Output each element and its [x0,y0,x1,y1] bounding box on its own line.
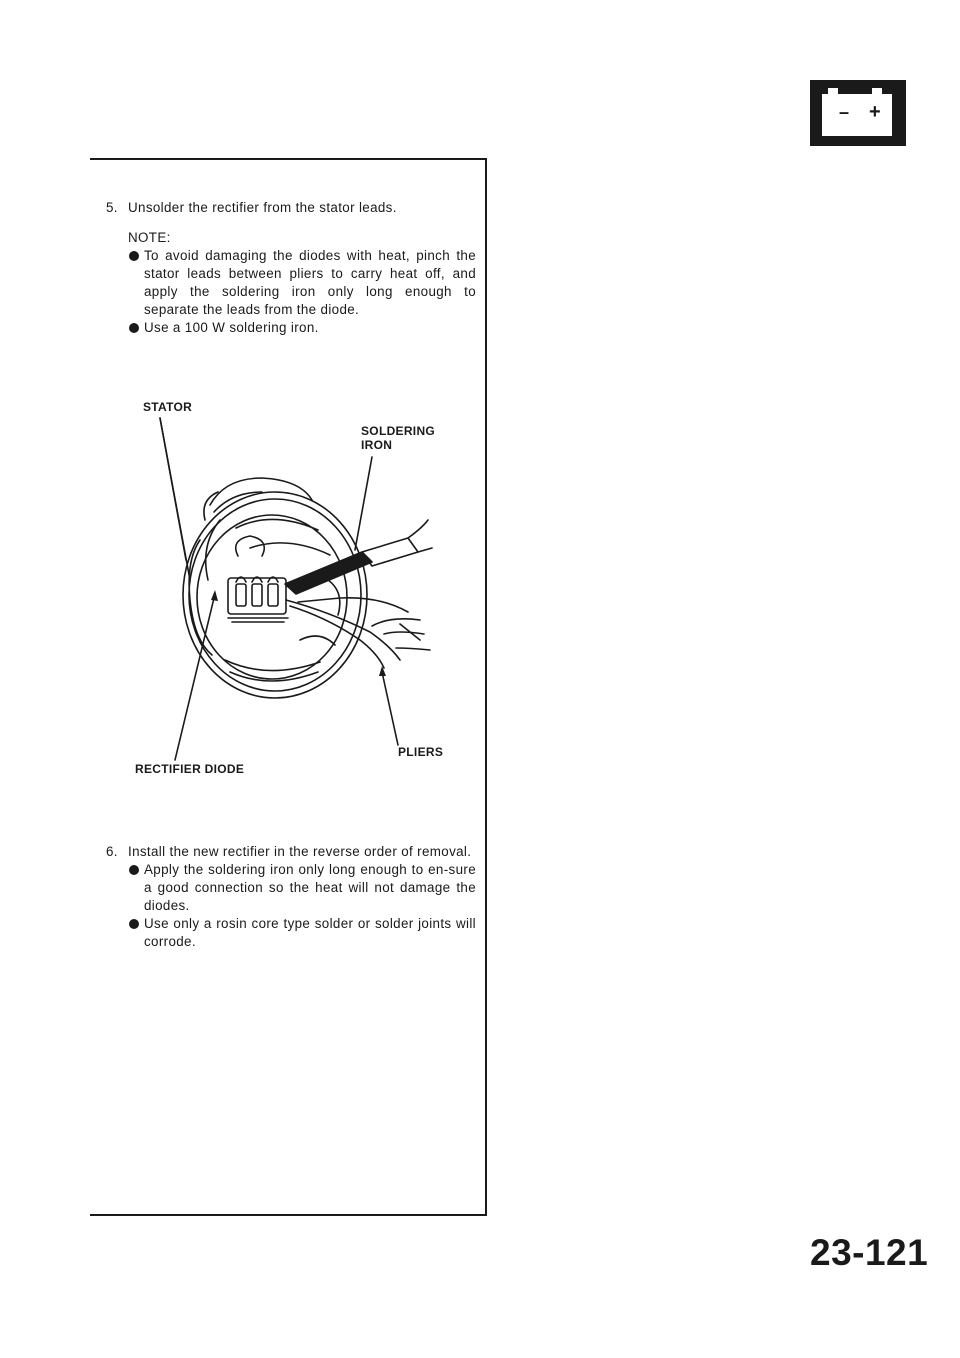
step-number: 6. [106,844,118,859]
bullet-icon [129,919,139,929]
content-border-top [90,158,487,160]
bullet-icon [129,865,139,875]
battery-minus-symbol: – [839,102,850,122]
label-soldering-iron-line2: IRON [361,438,393,452]
alternator-illustration [140,410,460,770]
step-5 [106,199,476,337]
note-label: NOTE: [128,230,171,245]
label-stator: STATOR [143,400,193,414]
bullet-text: Apply the soldering iron only long enough to en-sure a good connection so the heat will not damage the diodes. [144,862,476,913]
label-rectifier-diode: RECTIFIER DIODE [135,762,245,776]
step-bullet [128,915,476,951]
step-6 [106,843,476,951]
battery-icon [810,80,906,146]
bullet-text: To avoid damaging the diodes with heat, pinch the stator leads between pliers to carry heat off, and apply the soldering iron only long enough to separate the leads from the diode. [144,248,476,317]
note-bullet [128,247,476,319]
bullet-icon [129,323,139,333]
content-border-bottom [90,1214,487,1216]
bullet-icon [129,251,139,261]
note-bullet [128,319,476,337]
label-soldering-iron-line1: SOLDERING [361,424,436,438]
battery-plus-symbol: + [869,101,881,123]
bullet-text: Use a 100 W soldering iron. [144,320,319,335]
step-instruction: Install the new rectifier in the reverse order of removal. [128,844,472,859]
step-bullet [128,861,476,915]
content-border-right [485,158,487,1216]
step-instruction: Unsolder the rectifier from the stator leads. [128,200,397,215]
page-number: 23-121 [810,1232,929,1273]
label-pliers: PLIERS [398,745,444,759]
bullet-text: Use only a rosin core type solder or solder joints will corrode. [144,916,476,949]
step-number: 5. [106,200,118,215]
